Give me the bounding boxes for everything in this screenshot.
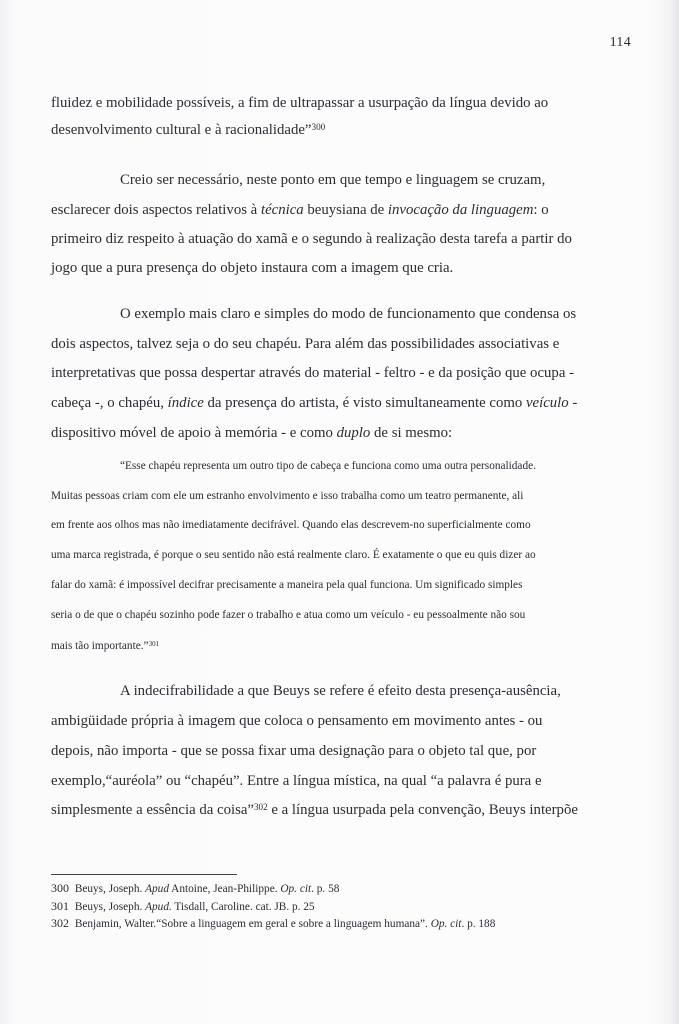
footnote-ref-300: 300 — [311, 122, 326, 133]
text-line: O exemplo mais claro e simples do modo de funcionamento que condensa os — [120, 306, 577, 322]
quote-line: seria o de que o chapéu sozinho pode fazer o trabalho e atua como um veículo - eu pessoalmente não sou — [51, 609, 526, 621]
text-line: Creio ser necessário, neste ponto em que tempo e linguagem se cruzam, — [120, 172, 546, 188]
text-line: cabeça -, o chapéu, índice da presença do artista, é visto simultaneamente como veículo - — [51, 395, 578, 411]
quote-line: mais tão importante.”$^{301}$ — [51, 640, 160, 652]
text-line: dispositivo móvel de apoio à memória - e como duplo de si mesmo: — [51, 425, 453, 441]
footnote-divider — [51, 874, 237, 875]
quote-line: Muitas pessoas criam com ele um estranho envolvimento e isso trabalha como um teatro permanente, ali — [51, 490, 524, 502]
text-line: desenvolvimento cultural e à racionalidade”$^{300}$ — [51, 122, 326, 138]
text-line: simplesmente a essência da coisa”$^{302}$ e a língua usurpada pela convenção, Beuys interpõe — [51, 802, 578, 818]
text-line: exemplo,“auréola” ou “chapéu”. Entre a língua mística, na qual “a palavra é pura e — [51, 773, 542, 789]
quote-line: em frente aos olhos mas não imediatamente decifrável. Quando elas descrevem-no superficialmente como — [51, 519, 531, 531]
footnote-302: 302 Benjamin, Walter.“Sobre a linguagem em geral e sobre a linguagem humana”. Op. cit. p. 188 — [51, 916, 496, 930]
text-line: A indecifrabilidade a que Beuys se refere é efeito desta presença-ausência, — [120, 683, 561, 699]
footnote-300: 300 Beuys, Joseph. Apud Antoine, Jean-Philippe. Op. cit. p. 58 — [51, 881, 340, 895]
quote-line: uma marca registrada, é porque o seu sentido não está realmente claro. É exatamente o que eu quis dizer ao — [51, 549, 536, 561]
text-line: esclarecer dois aspectos relativos à técnica beuysiana de invocação da linguagem: o — [51, 202, 549, 218]
text-line: dois aspectos, talvez seja o do seu chapéu. Para além das possibilidades associativas e — [51, 336, 560, 352]
quote-line: falar do xamã: é impossível decifrar precisamente a maneira pela qual funciona. Um significado simples — [51, 579, 523, 591]
footnote-ref-302: 302 — [253, 802, 268, 813]
text-line: interpretativas que possa despertar através do material - feltro - e da posição que ocupa - — [51, 365, 575, 381]
text-line: jogo que a pura presença do objeto instaura com a imagem que cria. — [51, 260, 454, 276]
footnote-301: 301 Beuys, Joseph. Apud. Tisdall, Caroline. cat. JB. p. 25 — [51, 899, 315, 913]
text-line: fluidez e mobilidade possíveis, a fim de ultrapassar a usurpação da língua devido ao — [51, 95, 549, 111]
footnote-ref-301: 301 — [148, 640, 160, 649]
text-line: depois, não importa - que se possa fixar uma designação para o objeto tal que, por — [51, 743, 537, 759]
page-edge-shadow — [669, 0, 679, 1024]
page-number: 114 — [609, 35, 631, 50]
quote-line: “Esse chapéu representa um outro tipo de cabeça e funciona como uma outra personalidade. — [120, 460, 536, 472]
text-line: ambigüidade própria à imagem que coloca o pensamento em movimento antes - ou — [51, 713, 543, 729]
text-line: primeiro diz respeito à atuação do xamã e o segundo à realização desta tarefa a partir do — [51, 231, 572, 247]
